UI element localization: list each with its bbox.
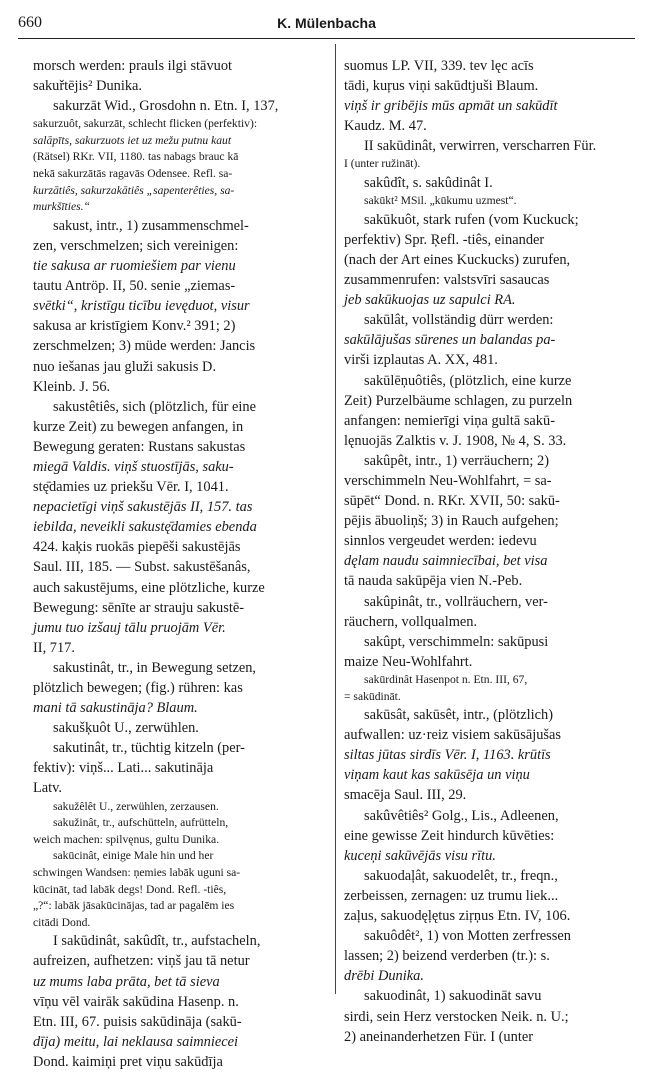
text-line: smacēja Saul. III, 29.	[344, 787, 467, 804]
text-line: iebilda, neveikli sakustę̄damies ebenda	[33, 519, 257, 536]
text-line: morsch werden: prauls ilgi stāvuot	[33, 58, 233, 74]
text-line: aufwallen: uz·reiz visiem sakūsājušas	[344, 727, 561, 744]
text-line: auch sakustējums, eine plötzliche, kurze	[33, 579, 265, 596]
text-line: svētki“, kristīgu ticību ievęduot, visur	[33, 298, 250, 315]
text-line: tie sakusa ar ruomiešiem par vienu	[33, 258, 236, 275]
column-divider	[335, 44, 336, 994]
text-line: Latv.	[33, 780, 63, 797]
text-line: sakūkuôt, stark rufen (vom Kuckuck;	[364, 211, 579, 228]
text-line: drēbi Dunika.	[344, 968, 424, 985]
text-line: zusammenrufen: valstsvīri sasaucas	[344, 272, 550, 289]
text-line: sakurzāt Wid., Grosdohn n. Etn. I, 137,	[53, 98, 279, 115]
text-line: sakuřtējis² Dunika.	[33, 78, 143, 95]
text-line: jeb sakūkuojas uz sapulci RA.	[344, 292, 516, 309]
text-line: siltas jūtas sirdīs Vēr. I, 1163. krūtīs	[344, 747, 551, 764]
text-line: nuo iešanas jau gluži sakusis D.	[33, 358, 217, 375]
text-line: zerbeissen, zernagen: uz trumu liek...	[344, 887, 559, 904]
text-line: sakūlājušas sūrenes un balandas pa-	[344, 332, 556, 349]
text-line: anfangen: nemierīgi viņa gultā sakū-	[344, 412, 555, 429]
text-line: murkšīties.“	[33, 200, 91, 214]
text-line: = sakūdināt.	[344, 689, 401, 703]
text-line: sakužinât, tr., aufschütteln, aufrütteln,	[53, 816, 229, 830]
text-line: weich machen: spilvęnus, gultu Dunika.	[33, 832, 220, 846]
text-line: tautu Antröp. II, 50. senie „ziemas-	[33, 278, 236, 295]
text-line: sakūlēņuôtiês, (plötzlich, eine kurze	[364, 372, 572, 389]
text-line: tā nauda sakūpēja vien N.-Peb.	[344, 573, 523, 590]
text-line: sakûpt, verschimmeln: sakūpusi	[364, 633, 549, 650]
text-line: kurzātiês, sakurzakātiês „sapenterêties, sa-	[33, 183, 235, 197]
text-line: fektiv): viņš... Lati... sakutināja	[33, 760, 214, 777]
text-line: dęlam naudu saimniecībai, bet visa	[344, 553, 548, 570]
text-line: zaļus, sakuodęļętus ziŗņus Etn. IV, 106.	[344, 908, 571, 925]
text-line: miegā Valdis. viņš stuostījās, saku-	[33, 458, 234, 475]
text-line: sakūrdinât Hasenpot n. Etn. III, 67,	[364, 672, 528, 686]
text-line: jumu tuo izšauj tālu pruojām Vēr.	[33, 619, 226, 636]
text-line: tādi, kuŗus viņi sakūdtjuši Blaum.	[344, 78, 539, 95]
text-line: citādi Dond.	[33, 915, 91, 929]
text-line: 424. kaķis ruokās piepēši sakustējās	[33, 539, 241, 556]
text-line: aufreizen, aufhetzen: viņš jau tā netur	[33, 953, 250, 970]
text-line: sakūlât, vollständig dürr werden:	[364, 312, 554, 329]
text-line: dīja) meitu, lai neklausa saimniecei	[33, 1033, 239, 1050]
text-line: sakust, intr., 1) zusammenschmel-	[53, 217, 249, 234]
text-line: 2) aneinanderhetzen Für. I (unter	[344, 1028, 533, 1045]
text-line: Kaudz. M. 47.	[344, 118, 427, 135]
text-line: pējis ābuoliņš; 3) in Rauch aufgehen;	[344, 513, 559, 530]
text-line: sakūcinât, einige Male hin und her	[53, 849, 214, 863]
text-line: sūpēt“ Dond. n. RKr. XVII, 50: sakū-	[344, 493, 560, 510]
page-header	[18, 14, 635, 36]
right-column	[344, 56, 644, 1045]
text-line: sakusa ar kristīgiem Konv.² 391; 2)	[33, 318, 236, 335]
text-line: „?“: labāk jāsakūcinājas, tad ar pagalēm ies	[33, 899, 235, 913]
text-line: Dond. kaimiņi pret viņu sakūdīja	[33, 1053, 223, 1070]
text-line: räuchern, vollqualmen.	[344, 613, 478, 630]
text-line: nekā sakurzātās ragavās Odensee. Refl. sa-	[33, 167, 233, 181]
text-line: sakûpêt, intr., 1) verräuchern; 2)	[364, 452, 550, 469]
text-line: perfektiv) Spr. Ŗefl. -tiês, einander	[344, 231, 545, 248]
text-line: sakûdît, s. sakûdinât I.	[364, 175, 493, 192]
text-line: II, 717.	[33, 639, 75, 656]
text-line: viņš ir gribējis mūs apmāt un sakūdīt	[344, 98, 558, 115]
text-line: sakûvêtiês² Golg., Lis., Adleenen,	[364, 807, 559, 824]
text-line: Etn. III, 67. puisis sakūdināja (sakū-	[33, 1013, 242, 1030]
text-line: schwingen Wandsen: ņemies labāk uguni sa-	[33, 865, 241, 879]
text-line: sakužêlêt U., zerwühlen, zerzausen.	[53, 799, 219, 813]
text-line: sakūsât, sakūsêt, intr., (plötzlich)	[364, 707, 554, 724]
text-line: mani tā sakustināja? Blaum.	[33, 700, 198, 717]
text-line: sakuodinât, 1) sakuodināt savu	[364, 988, 542, 1005]
text-line: kūcināt, tad labāk degs! Dond. Refl. -tiês,	[33, 882, 227, 896]
text-line: maize Neu-Wohlfahrt.	[344, 653, 473, 670]
text-line: Bewegung geraten: Rustans sakustas	[33, 438, 246, 455]
text-line: viņam kaut kas sakūsēja un viņu	[344, 767, 530, 784]
text-line: lęnuojās Zalktis v. J. 1908, № 4, S. 33.	[344, 432, 567, 449]
text-line: I (unter ružināt).	[344, 157, 421, 171]
text-line: plötzlich bewegen; (fig.) rühren: kas	[33, 680, 243, 696]
text-line: Saul. III, 185. — Subst. sakustēšanâs,	[33, 559, 251, 576]
header-rule	[18, 38, 635, 39]
text-line: sakûpinât, tr., vollräuchern, ver-	[364, 593, 548, 610]
text-line: suomus LP. VII, 339. tev lęc acīs	[344, 58, 534, 74]
text-line: Zeit) Purzelbäume schlagen, zu purzeln	[344, 392, 573, 409]
page-number: 660	[18, 14, 42, 31]
text-line: sinnlos vergeudet werden: iedevu	[344, 533, 537, 550]
text-line: sakustêtiês, sich (plötzlich, für eine	[53, 398, 257, 415]
text-line: sakuodaļât, sakuodelêt, tr., freqn.,	[364, 867, 558, 884]
left-column	[33, 56, 325, 1070]
text-line: salāpīts, sakurzuots iet uz mežu putnu kaut	[33, 133, 232, 147]
text-line: sirdi, sein Herz verstocken Neik. n. U.;	[344, 1008, 569, 1025]
text-line: sakutinât, tr., tüchtig kitzeln (per-	[53, 740, 245, 757]
text-line: sakurzuôt, sakurzāt, schlecht flicken (perfektiv):	[33, 117, 258, 131]
text-line: sakuôdêt², 1) von Motten zerfressen	[364, 928, 571, 945]
text-line: vīņu vēl vairāk sakūdina Hasenp. n.	[33, 993, 239, 1010]
page-title: K. Mülenbacha	[277, 15, 376, 31]
text-line: lassen; 2) beizend verderben (tr.): s.	[344, 948, 550, 965]
text-line: I sakūdinât, sakûdît, tr., aufstacheln,	[53, 933, 261, 950]
text-line: (nach der Art eines Kuckucks) zurufen,	[344, 251, 571, 268]
text-line: uz mums laba prāta, bet tā sieva	[33, 973, 220, 990]
text-line: virši izplautas A. XX, 481.	[344, 352, 498, 369]
text-line: Kleinb. J. 56.	[33, 378, 111, 395]
text-line: kuceņi sakūvējās visu rītu.	[344, 847, 496, 864]
text-line: II sakūdinât, verwirren, verscharren Für.	[364, 138, 597, 155]
text-line: verschimmeln Neu-Wohlfahrt, = sa-	[344, 472, 552, 489]
text-line: nepacietīgi viņš sakustējās II, 157. tas	[33, 499, 253, 516]
text-line: eine gewisse Zeit hindurch kūvēties:	[344, 827, 555, 844]
text-line: sakustinât, tr., in Bewegung setzen,	[53, 659, 257, 676]
text-line: zerschmelzen; 3) müde werden: Jancis	[33, 338, 256, 355]
text-line: zen, verschmelzen; sich vereinigen:	[33, 237, 239, 254]
text-line: stę̄damies uz priekšu Vēr. I, 1041.	[33, 479, 229, 496]
text-line: kurze Zeit) zu bewegen anfangen, in	[33, 418, 244, 435]
text-line: (Rätsel) RKr. VII, 1180. tas nabags brauc kā	[33, 150, 239, 164]
text-line: sakušķuôt U., zerwühlen.	[53, 720, 199, 737]
text-line: Bewegung: sēnīte ar strauju sakustē-	[33, 599, 245, 616]
text-line: sakūkt² MSil. „kūkumu uzmest“.	[364, 194, 517, 208]
